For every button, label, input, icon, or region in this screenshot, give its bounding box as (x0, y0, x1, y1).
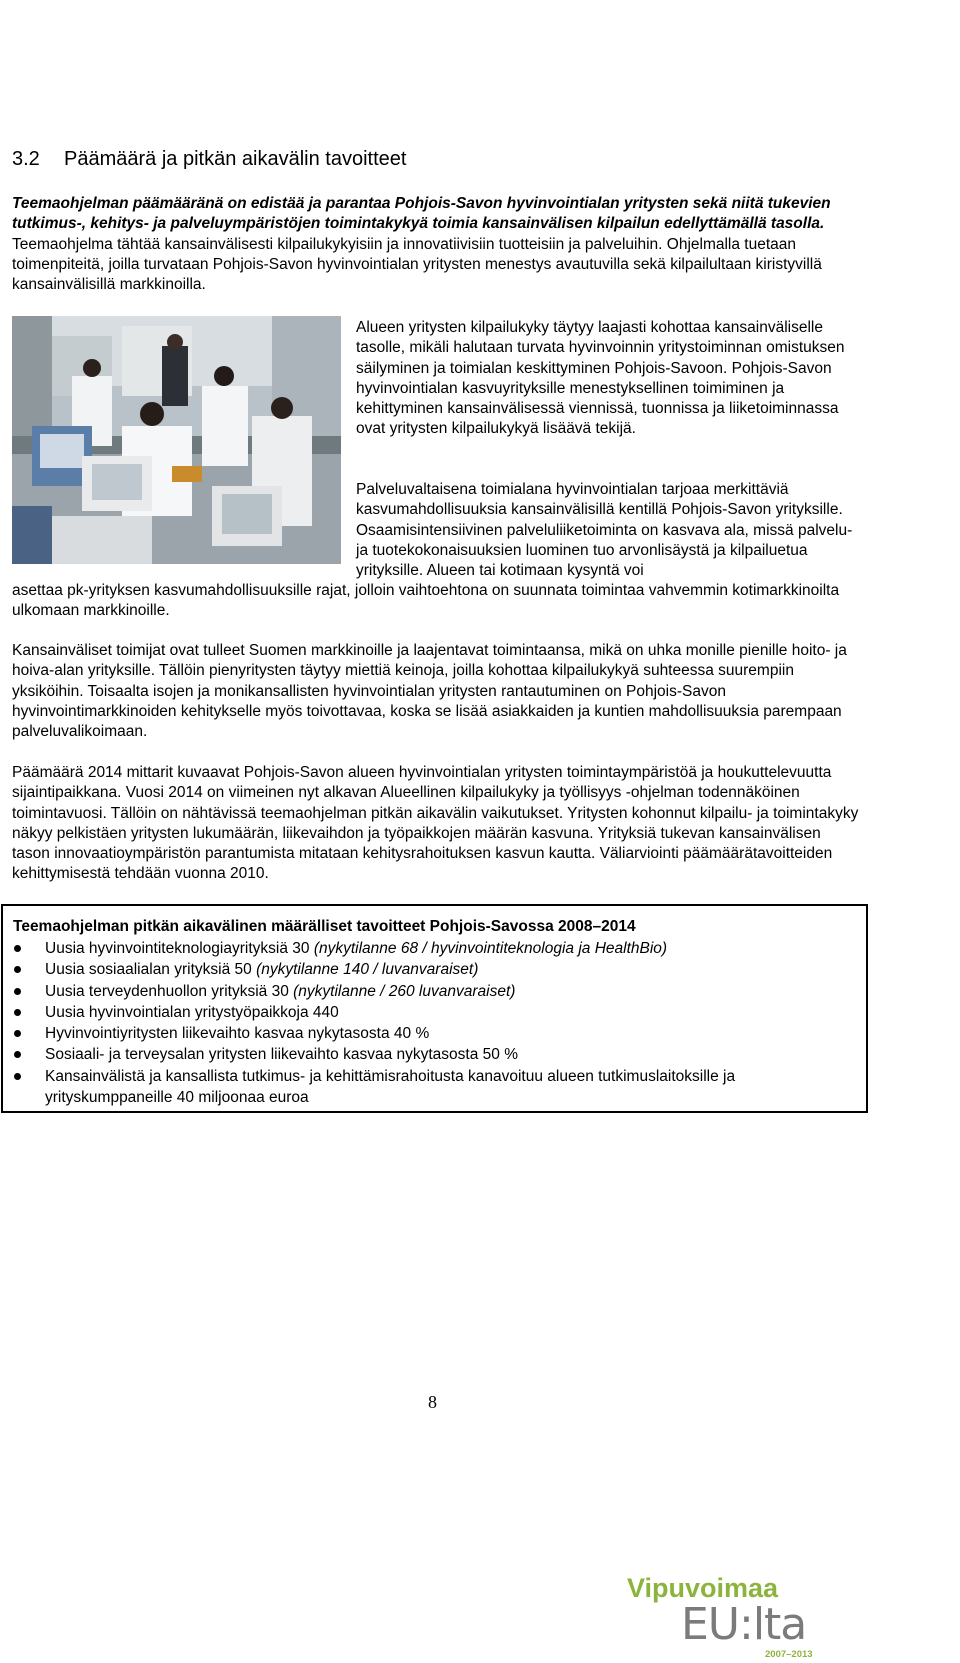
goals-list-item: Kansainvälistä ja kansallista tutkimus- ja kehittämisrahoitusta kanavoituu alueen tutkimuslaitoksille ja yrityskumppaneille 40 miljoonaa euroa (3, 1066, 853, 1109)
bullet-icon (14, 1073, 21, 1080)
bullet-icon (14, 1009, 21, 1016)
intro-lead: Teemaohjelman päämääränä on edistää ja parantaa Pohjois-Savon hyvinvointialan yritysten sekä niitä tukevien tutkimus-, kehitys- ja palveluympäristöjen toimintakykyä toimia kansainvälisen kilpailun edellyttämällä tasolla. (12, 195, 831, 233)
bullet-icon (14, 988, 21, 995)
paragraph-2-continuation: asettaa pk-yrityksen kasvumahdollisuuksille rajat, jolloin vaihtoehtona on suunnata toimintaa vahvemmin kotimarkkinoilta ulkomaan markkinoille. (12, 582, 840, 620)
right-paragraph-1: Alueen yritysten kilpailukyky täytyy laajasti kohottaa kansainväliselle tasolle, mikäli halutaan turvata hyvinvoinnin yritystoiminnan omistuksen säilyminen ja toimialan keskittyminen Pohjois-Savoon. Pohjois-Savon hyvinvointialan kasvuyrityksille menestyksellinen toimiminen ja kehittyminen kansainvälisessä viennissä, tuonnissa ja liiketoiminnassa ovat yritysten kilpailukykyä lisäävä tekijä. (356, 319, 845, 438)
bullet-icon (14, 945, 21, 952)
section-number: 3.2 (12, 148, 40, 170)
goals-box (1, 904, 868, 1113)
vipuvoimaa-eu-logo (627, 1573, 827, 1663)
right-paragraph-2: Palveluvaltaisena toimialana hyvinvointialan tarjoaa merkittäviä kasvumahdollisuuksia kansainvälisillä kentillä Pohjois-Savon yrityksille. Osaamisintensiivinen palveluliiketoiminta on kasvava ala, missä palvelu- ja tuotekokonaisuuksien luominen tuo arvonlisäystä ja kilpailuetua yrityksille. Alueen tai kotimaan kysyntä voi (356, 481, 853, 580)
goals-box-title: Teemaohjelman pitkän aikavälinen määrälliset tavoitteet Pohjois-Savossa 2008–2014 (13, 918, 636, 935)
bullet-icon (14, 966, 21, 973)
bullet-icon (14, 1051, 21, 1058)
logo-text-years: 2007–2013 (765, 1649, 813, 1660)
goals-list (3, 938, 853, 1108)
goals-list-item: Uusia sosiaalialan yrityksiä 50 (nykytilanne 140 / luvanvaraiset) (3, 959, 853, 980)
intro-paragraph (12, 194, 862, 295)
intro-rest: Teemaohjelma tähtää kansainvälisesti kilpailukykyisiin ja innovatiivisiin tuotteisiin ja palveluihin. Ohjelmalla tuetaan toimenpiteitä, joilla turvataan Pohjois-Savon hyvinvointialan yritysten menestys avautuvilla sekä kilpailultaan kiristyvillä kansainvälisillä markkinoilla. (12, 235, 822, 294)
section-heading (12, 146, 912, 172)
bullet-icon (14, 1030, 21, 1037)
goals-list-item: Hyvinvointiyritysten liikevaihto kasvaa nykytasosta 40 % (3, 1023, 853, 1044)
section-title: Päämäärä ja pitkän aikavälin tavoitteet (64, 148, 407, 170)
goals-list-item: Sosiaali- ja terveysalan yritysten liikevaihto kasvaa nykytasosta 50 % (3, 1044, 853, 1065)
goals-list-item: Uusia terveydenhuollon yrityksiä 30 (nykytilanne / 260 luvanvaraiset) (3, 981, 853, 1002)
laboratory-photo (12, 316, 341, 564)
paragraph-international-actors: Kansainväliset toimijat ovat tulleet Suomen markkinoille ja laajentavat toimintaansa, mikä on uhka monille pienille hoito- ja hoiva-alan yrityksille. Tällöin pienyritysten täytyy miettiä keinoja, joilla kohottaa kilpailukykyä suhteessa suurempiin yksiköihin. Toisaalta isojen ja monikansallisten hyvinvointialan yritysten rantautuminen on Pohjois-Savon hyvinvointimarkkinoiden kehitykselle myös toivottavaa, koska se lisää asiakkaiden ja kuntien mahdollisuuksia parempaan palveluvalikoimaan. (12, 642, 847, 741)
paragraph-indicators: Päämäärä 2014 mittarit kuvaavat Pohjois-Savon alueen hyvinvointialan yritysten toimintaympäristöä ja houkuttelevuutta sijaintipaikkana. Vuosi 2014 on viimeinen nyt alkavan Alueellinen kilpailukyky ja työllisyys -ohjelman todennäköinen toimintavuosi. Tällöin on nähtävissä teemaohjelman pitkän aikavälin vaikutukset. Yritysten kohonnut kilpailu- ja toimintakyky näkyy pelkistäen yritysten lukumäärän, liikevaihdon ja työpaikkojen määrän kasvuna. Yrityksiä tukevan kansainvälisen tason innovaatioympäristön parantumista mitataan kehitysrahoituksen kasvun kautta. Väliarviointi päämäärätavoitteiden kehittymisestä tehdään vuonna 2010. (12, 764, 859, 883)
page-number: 8 (428, 1392, 437, 1412)
logo-text-eu: EU:lta (681, 1599, 807, 1650)
goals-list-item: Uusia hyvinvointialan yritystyöpaikkoja 440 (3, 1002, 853, 1023)
logo-text-vipuvoimaa: Vipuvoimaa (627, 1573, 779, 1603)
goals-list-item: Uusia hyvinvointiteknologiayrityksiä 30 (nykytilanne 68 / hyvinvointiteknologia ja HealthBio) (3, 938, 853, 959)
